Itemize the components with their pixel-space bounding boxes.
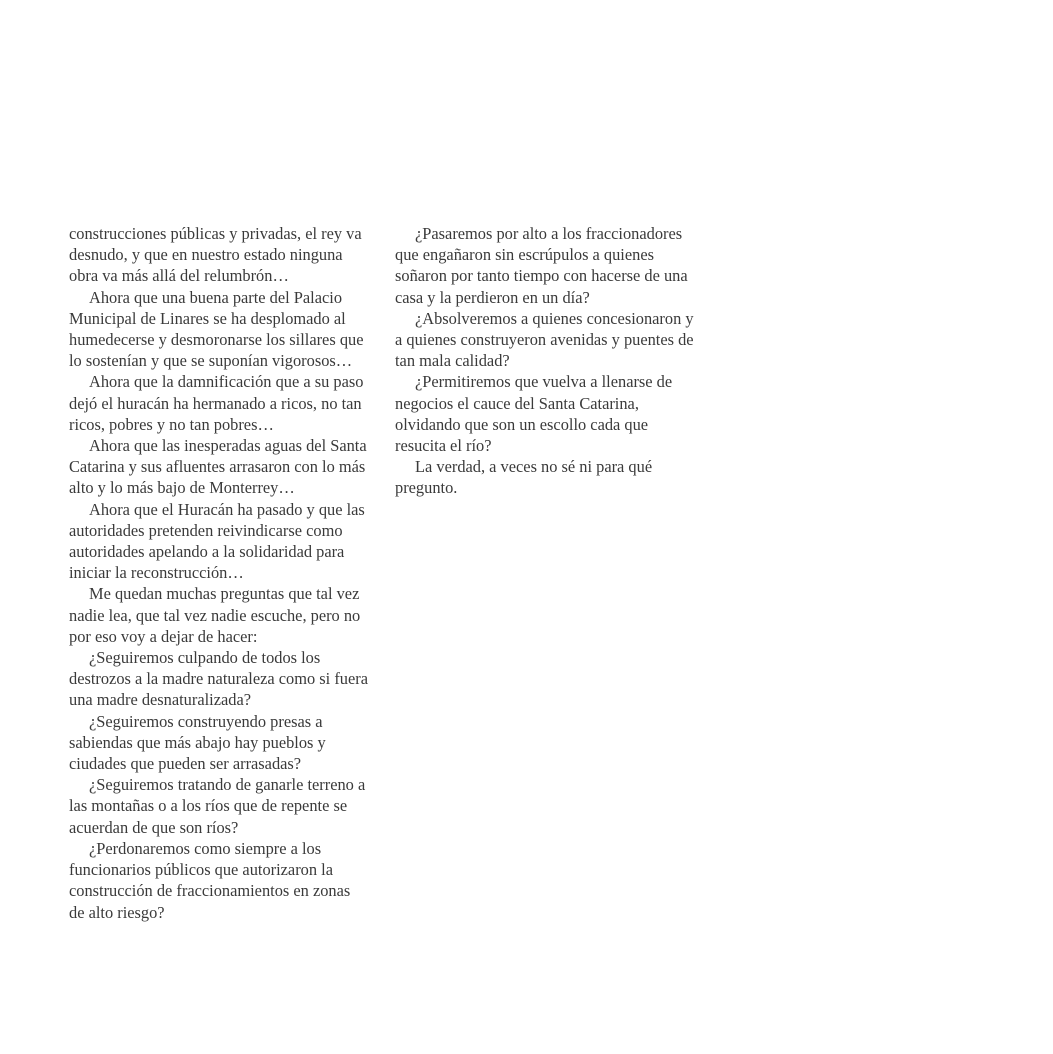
paragraph: Me quedan muchas preguntas que tal vez nadie lea, que tal vez nadie escuche, pero no por eso voy a dejar de hacer: (69, 584, 361, 646)
question-paragraph: ¿Seguiremos tratando de ganarle terreno a las montañas o a los ríos que de repente se acuerdan de que son ríos? (69, 775, 366, 837)
question-paragraph: ¿Seguiremos construyendo presas a sabiendas que más abajo hay pueblos y ciudades que pueden ser arrasadas? (69, 711, 326, 774)
paragraph: Ahora que una buena parte del Palacio Municipal de Linares se ha desplomado al humedecerse y desmoronarse los sillares que lo sostenían y que se suponían vigorosos… (69, 287, 364, 371)
question-paragraph: ¿Perdonaremos como siempre a los funcionarios públicos que autorizaron la construcción de fraccionamientos en zonas de alto riesgo? (69, 838, 351, 922)
question-paragraph: ¿Seguiremos culpando de todos los destrozos a la madre naturaleza como si fuera una madre desnaturalizada? (69, 648, 368, 710)
paragraph: Ahora que las inesperadas aguas del Santa Catarina y sus afluentes arrasaron con lo más alto y lo más bajo de Monterrey… (69, 436, 367, 498)
text-column-right (395, 223, 695, 499)
question-paragraph: ¿Pasaremos por alto a los fraccionadores que engañaron sin escrúpulos a quienes soñaron por tanto tiempo con hacerse de una casa y la perdieron en un día? (395, 224, 688, 307)
question-paragraph: ¿Absolveremos a quienes concesionaron y a quienes construyeron avenidas y puentes de tan mala calidad? (395, 308, 694, 371)
closing-paragraph: La verdad, a veces no sé ni para qué pregunto. (395, 457, 653, 498)
question-paragraph: ¿Permitiremos que vuelva a llenarse de negocios el cauce del Santa Catarina, olvidando que son un escollo cada que resucita el río? (395, 372, 673, 456)
paragraph: Ahora que la damnificación que a su paso dejó el huracán ha hermanado a ricos, no tan ricos, pobres y no tan pobres… (69, 372, 364, 434)
text-column-left (69, 223, 369, 923)
paragraph: Ahora que el Huracán ha pasado y que las autoridades pretenden reivindicarse como autoridades apelando a la solidaridad para iniciar la reconstrucción… (69, 499, 365, 583)
paragraph: construcciones públicas y privadas, el rey va desnudo, y que en nuestro estado ninguna obra va más allá del relumbrón… (69, 224, 362, 286)
